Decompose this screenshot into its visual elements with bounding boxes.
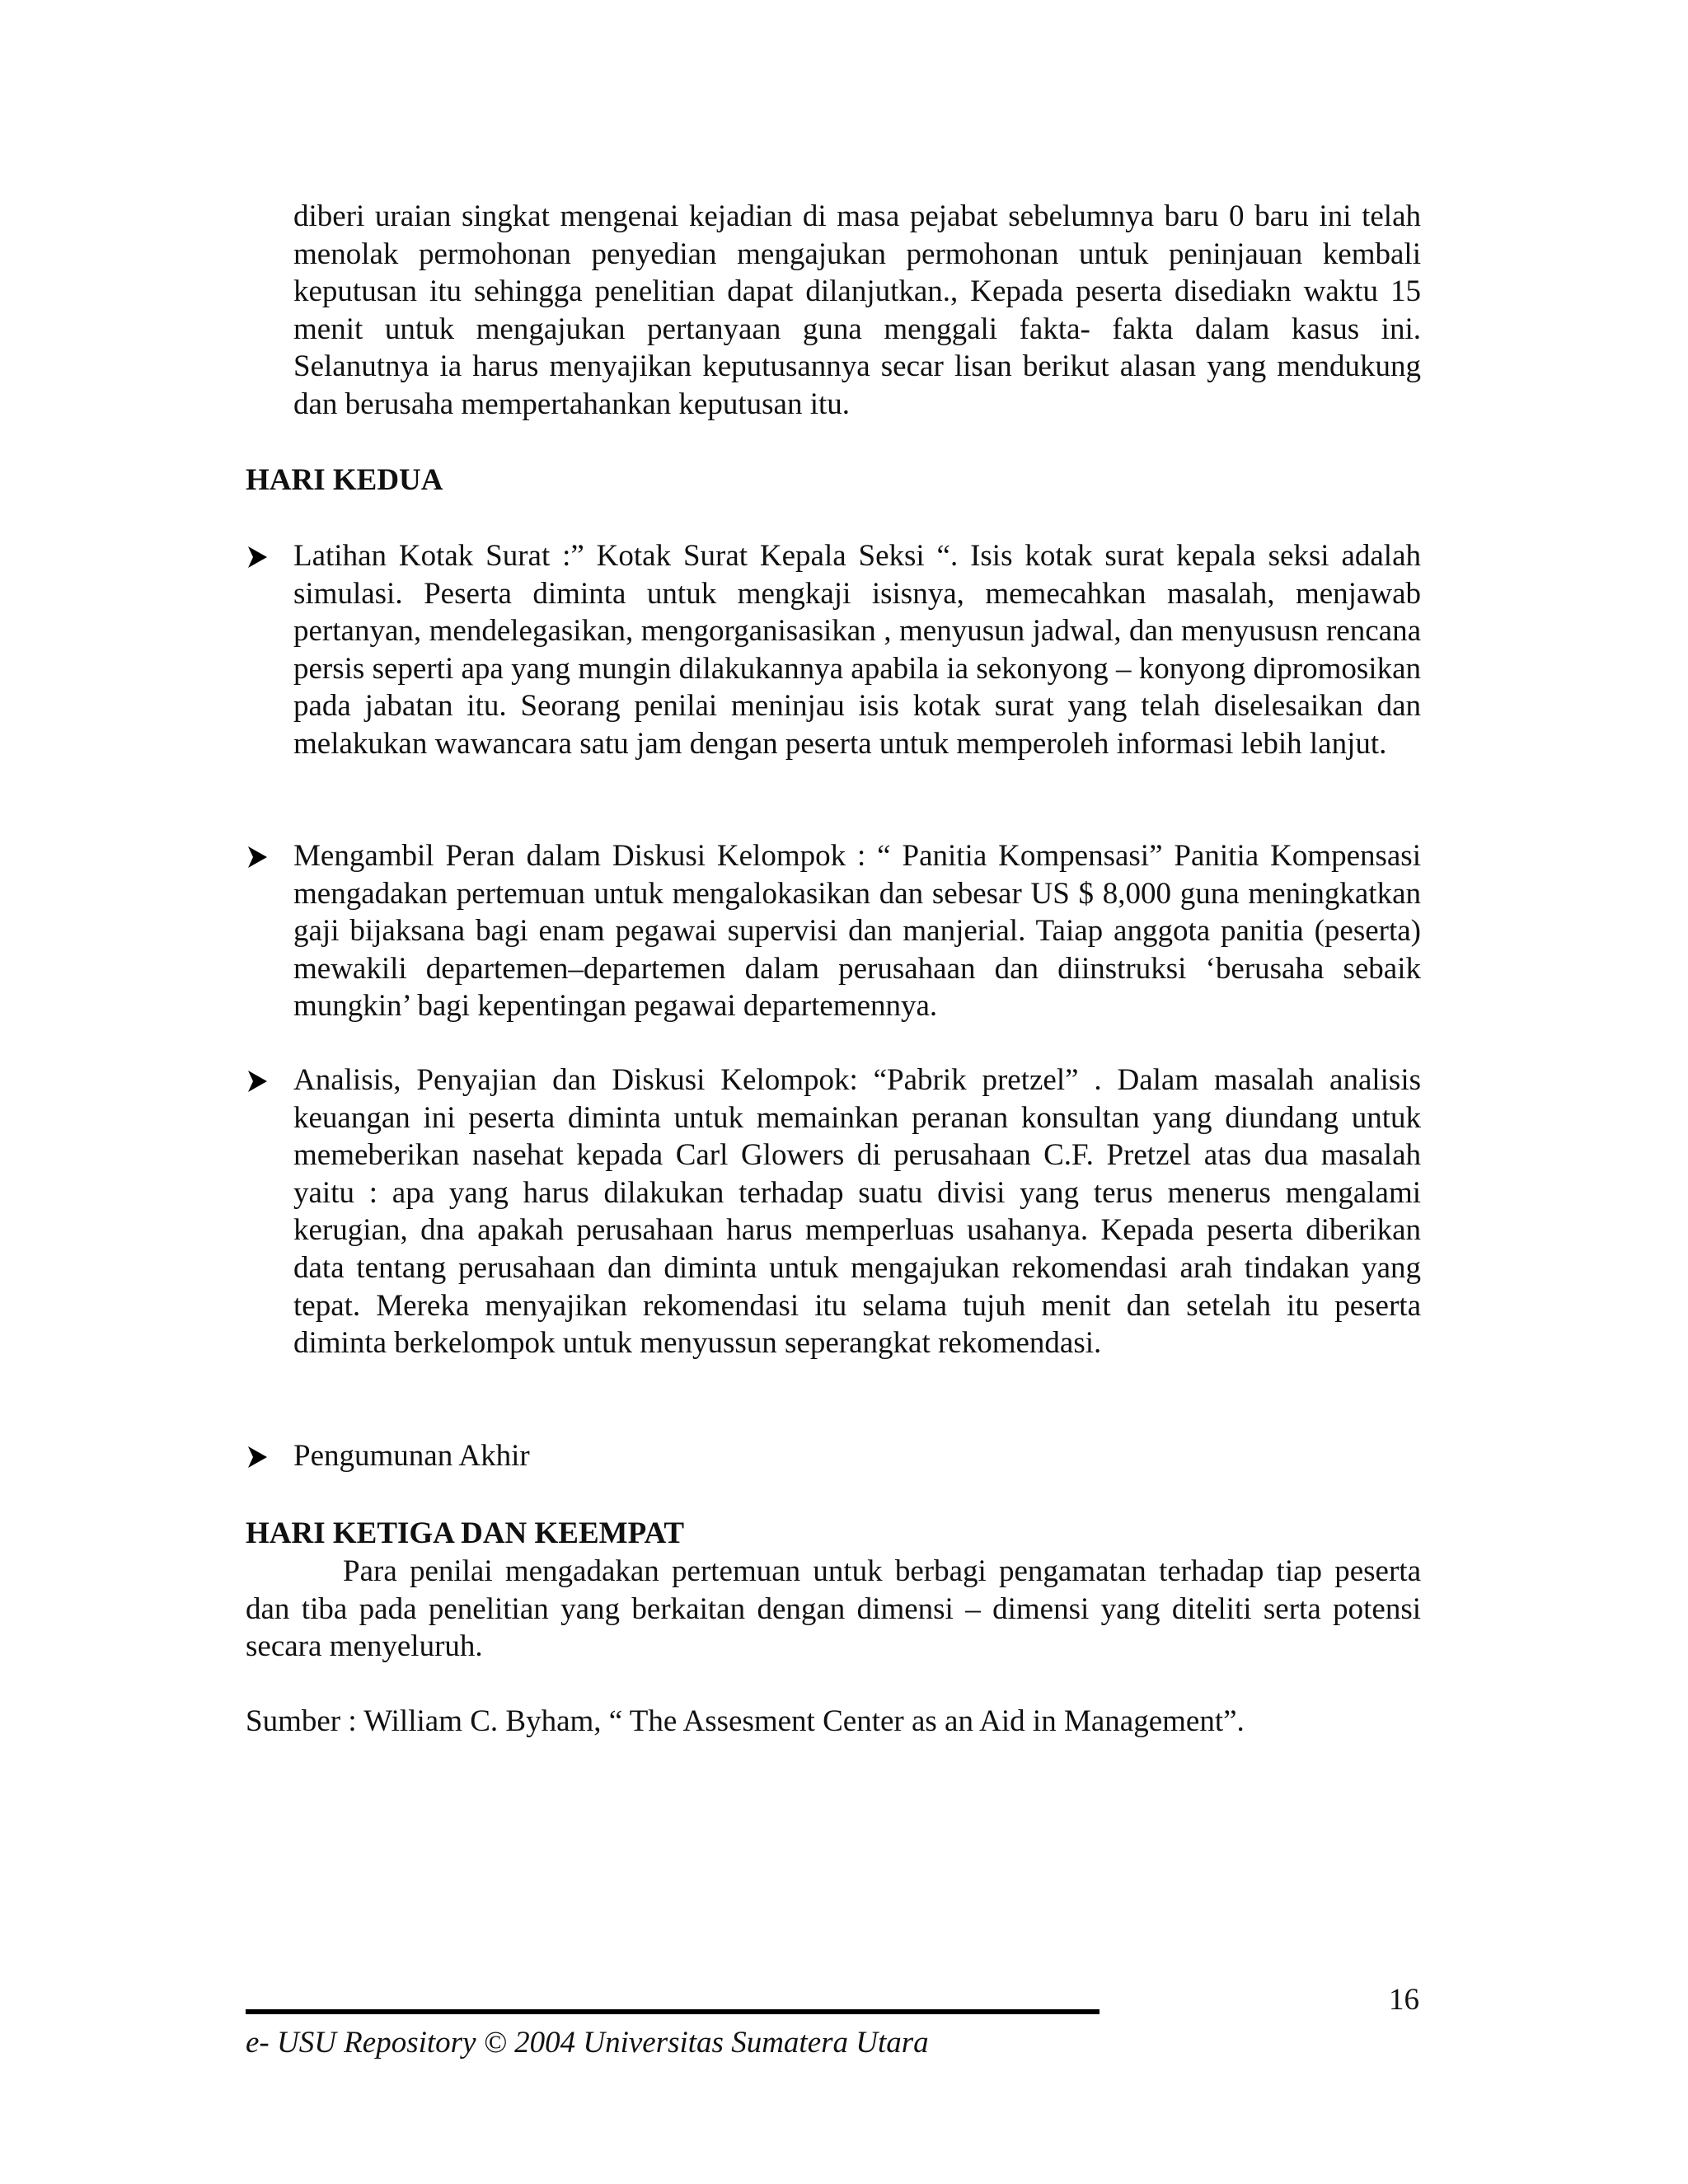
arrowhead-bullet-icon (246, 837, 279, 875)
arrowhead-bullet-icon (246, 1437, 279, 1475)
list-item-text: Analisis, Penyajian dan Diskusi Kelompok: “Pabrik pretzel” . Dalam masalah analisis keuangan ini peserta diminta untuk memainkan peranan konsultan yang diundang untuk memeberikan nasehat kepada Carl Glowers di perusahaan C.F. Pretzel atas dua masalah yaitu : apa yang harus dilakukan terhadap suatu divisi yang terus menerus mengalami kerugian, dna apakah perusahaan harus memperluas usahanya. Kepada peserta diberikan data tentang perusahaan dan diminta untuk mengajukan rekomendasi arah tindakan yang tepat. Mereka menyajikan rekomendasi itu selama tujuh menit dan setelah itu peserta diminta berkelompok untuk menyussun seperangkat rekomendasi. (293, 1063, 1421, 1361)
heading-hari-kedua: HARI KEDUA (246, 463, 443, 497)
arrowhead-bullet-icon (246, 1062, 279, 1099)
arrowhead-bullet-icon (246, 537, 279, 575)
list-item-text: Latihan Kotak Surat :” Kotak Surat Kepala Seksi “. Isis kotak surat kepala seksi adalah simulasi. Peserta diminta untuk mengkaji isisnya, memecahkan masalah, menjawab pertanyan, mendelegasikan, mengorganisasikan , menyusun jadwal, dan menyususn rencana persis seperti apa yang mungin dilakukannya apabila ia sekonyong – konyong dipromosikan pada jabatan itu. Seorang penilai meninjau isis kotak surat yang telah diselesaikan dan melakukan wawancara satu jam dengan peserta untuk memperoleh informasi lebih lanjut. (293, 539, 1421, 761)
footer-copyright: e- USU Repository © 2004 Universitas Sumatera Utara (246, 2026, 929, 2060)
ketiga-paragraph: Para penilai mengadakan pertemuan untuk berbagi pengamatan terhadap tiap peserta dan tiba pada penelitian yang berkaitan dengan dimensi – dimensi yang diteliti serta potensi secara menyeluruh. (246, 1554, 1421, 1664)
list-item-text: Mengambil Peran dalam Diskusi Kelompok : “ Panitia Kompensasi” Panitia Kompensasi mengadakan pertemuan untuk mengalokasikan dan sebesar US $ 8,000 guna meningkatkan gaji bijaksana bagi enam pegawai supervisi dan manjerial. Taiap anggota panitia (peserta) mewakili departemen–departemen dalam perusahaan dan diinstruksi ‘berusaha sebaik mungkin’ bagi kepentingan pegawai departemennya. (293, 839, 1421, 1024)
intro-paragraph: diberi uraian singkat mengenai kejadian di masa pejabat sebelumnya baru 0 baru ini telah menolak permohonan penyedian mengajukan permohonan untuk peninjauan kembali keputusan itu sehingga penelitian dapat dilanjutkan., Kepada peserta disediakn waktu 15 menit untuk mengajukan pertanyaan guna menggali fakta- fakta dalam kasus ini. Selanutnya ia harus menyajikan keputusannya secar lisan berikut alasan yang mendukung dan berusaha mempertahankan keputusan itu. (293, 199, 1421, 421)
list-item-text: Pengumunan Akhir (293, 1439, 530, 1473)
footer-divider (246, 2009, 1100, 2014)
page-number: 16 (1389, 1983, 1419, 2017)
heading-hari-ketiga-dan-keempat: HARI KETIGA DAN KEEMPAT (246, 1516, 685, 1550)
source-citation: Sumber : William C. Byham, “ The Assesment Center as an Aid in Management”. (246, 1704, 1245, 1738)
